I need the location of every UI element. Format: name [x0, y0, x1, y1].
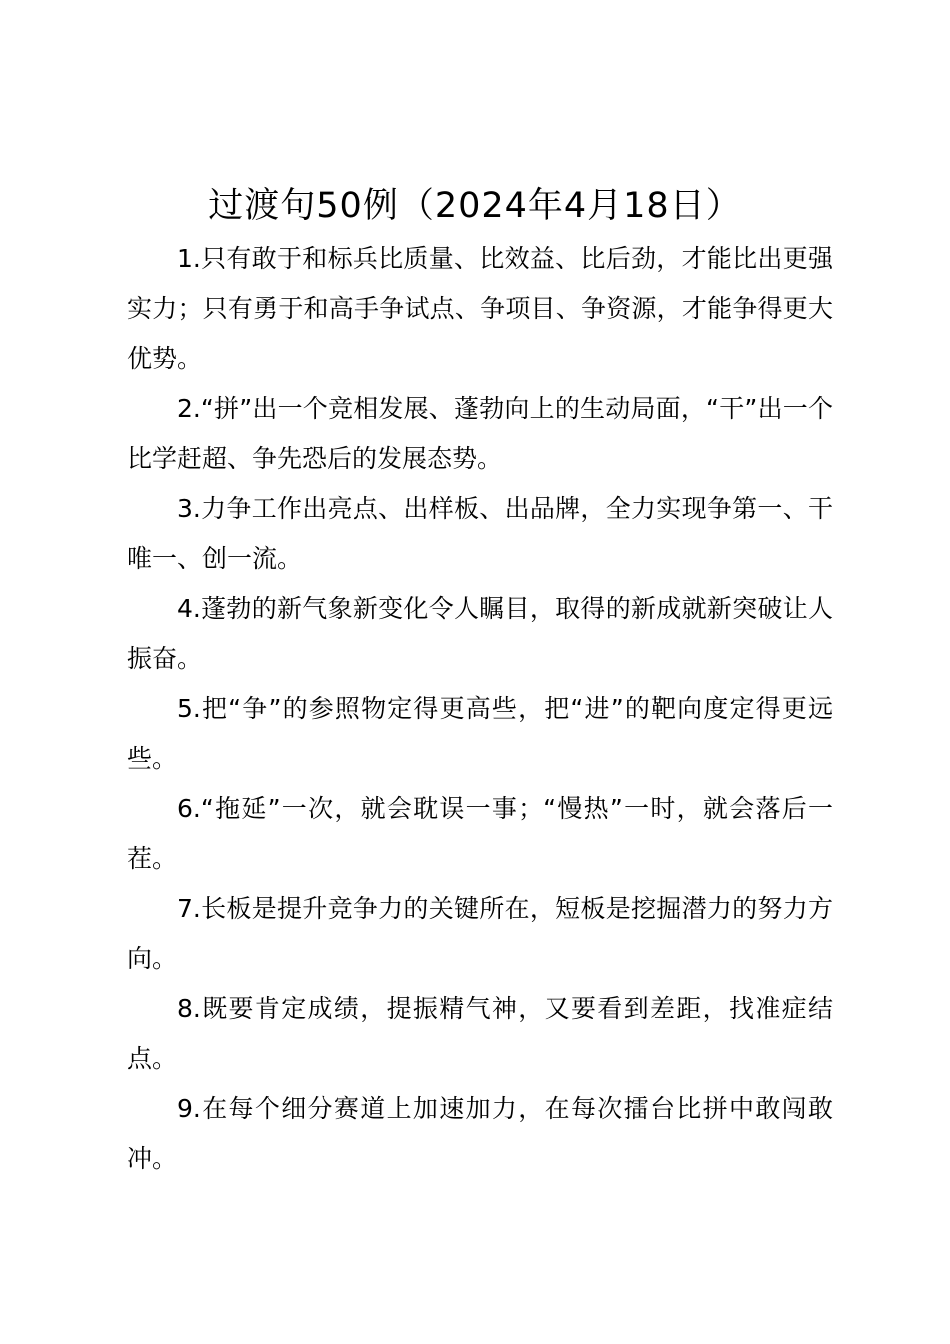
- paragraph-5: 5.把“争”的参照物定得更高些，把“进”的靶向度定得更远些。: [127, 694, 833, 773]
- document-body: [127, 234, 833, 1184]
- document-title: 过渡句50例（2024年4月18日）: [208, 186, 742, 226]
- paragraph-2: 2.“拼”出一个竞相发展、蓬勃向上的生动局面，“干”出一个比学赶超、争先恐后的发展态势。: [127, 394, 833, 473]
- paragraph-1: 1.只有敢于和标兵比质量、比效益、比后劲，才能比出更强实力；只有勇于和高手争试点、争项目、争资源，才能争得更大优势。: [127, 244, 833, 373]
- paragraph-7: 7.长板是提升竞争力的关键所在，短板是挖掘潜力的努力方向。: [127, 894, 833, 973]
- paragraph-4: 4.蓬勃的新气象新变化令人瞩目，取得的新成就新突破让人振奋。: [127, 594, 833, 673]
- paragraph-3: 3.力争工作出亮点、出样板、出品牌，全力实现争第一、干唯一、创一流。: [127, 494, 833, 573]
- paragraph-8: 8.既要肯定成绩，提振精气神，又要看到差距，找准症结点。: [127, 994, 833, 1073]
- paragraph-6: 6.“拖延”一次，就会耽误一事；“慢热”一时，就会落后一茬。: [127, 794, 833, 873]
- paragraph-9: 9.在每个细分赛道上加速加力，在每次擂台比拼中敢闯敢冲。: [127, 1094, 833, 1173]
